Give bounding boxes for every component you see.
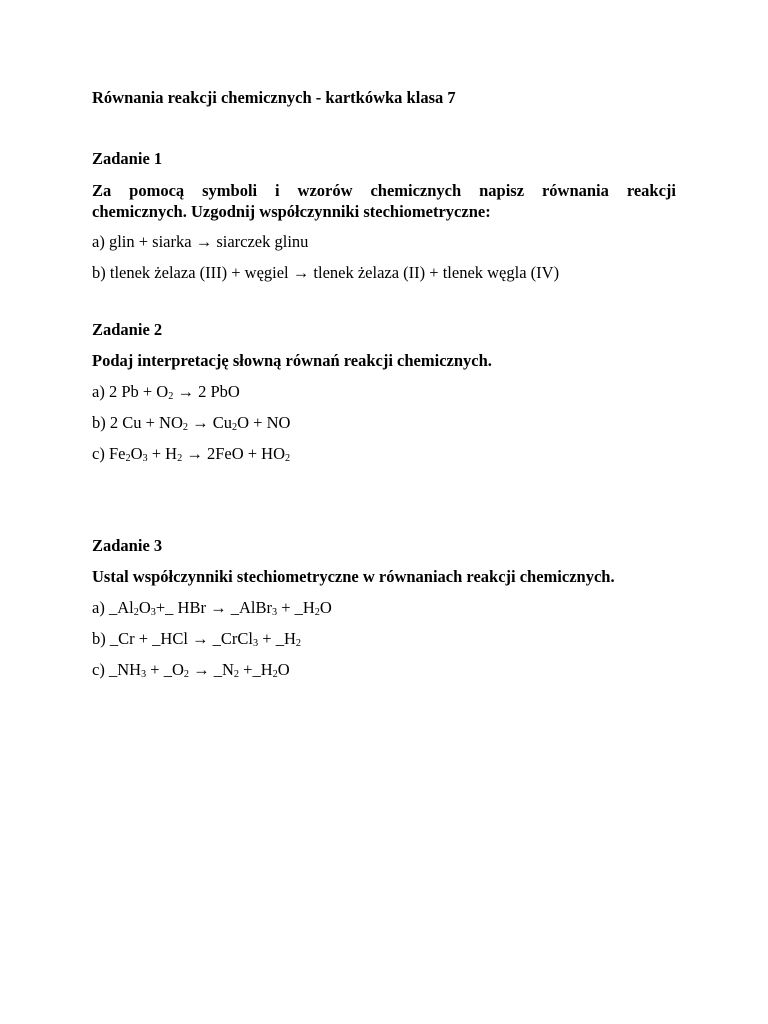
task-2-instruction: Podaj interpretację słowną równań reakcji chemicznych. <box>92 351 492 370</box>
formula-text: O <box>277 660 290 679</box>
task-1-item-b <box>92 263 559 283</box>
formula-text: a) glin + siarka → siarczek glinu <box>92 232 309 251</box>
formula-subscript: 3 <box>141 669 147 681</box>
formula-text: +_H <box>239 660 273 679</box>
task-2-item-b <box>92 413 290 433</box>
formula-subscript: 2 <box>182 422 188 434</box>
formula-subscript: 3 <box>142 453 148 465</box>
formula-text: → 2FeO + HO <box>182 444 285 463</box>
task-3-item-b <box>92 629 301 649</box>
formula-subscript: 2 <box>233 669 240 681</box>
task-3-instruction: Ustal współczynniki stechiometryczne w równaniach reakcji chemicznych. <box>92 567 615 586</box>
formula-text: + H <box>147 444 178 463</box>
formula-text: + _O <box>146 660 184 679</box>
formula-text: O + NO <box>237 413 291 432</box>
formula-subscript: 2 <box>177 453 183 465</box>
formula-subscript: 2 <box>232 422 238 434</box>
formula-subscript: 2 <box>125 453 131 465</box>
formula-subscript: 2 <box>295 638 301 650</box>
formula-text: c) _NH <box>92 660 142 679</box>
formula-text: +_ HBr → _AlBr <box>155 598 272 617</box>
formula-subscript: 2 <box>272 669 278 681</box>
task-1-instruction-line-2: chemicznych. Uzgodnij współczynniki stechiometryczne: <box>92 202 491 221</box>
task-3-heading: Zadanie 3 <box>92 536 163 555</box>
formula-text: → 2 PbO <box>173 382 240 401</box>
formula-text: → Cu <box>188 413 233 432</box>
formula-subscript: 2 <box>285 453 291 465</box>
formula-text: c) Fe <box>92 444 126 463</box>
formula-subscript: 3 <box>150 607 156 619</box>
formula-text: a) 2 Pb + O <box>92 382 169 401</box>
task-2-item-c <box>92 444 290 464</box>
task-3-item-a <box>92 598 332 618</box>
task-1-instruction-line-1: Za pomocą symboli i wzorów chemicznych napisz równania reakcji <box>92 181 676 200</box>
page-title: Równania reakcji chemicznych - kartkówka klasa 7 <box>92 88 456 107</box>
formula-subscript: 3 <box>253 638 259 650</box>
formula-text: O <box>130 444 143 463</box>
formula-text: O <box>138 598 151 617</box>
formula-text: + _H <box>277 598 315 617</box>
formula-text: + _H <box>258 629 296 648</box>
formula-text: O <box>319 598 332 617</box>
formula-subscript: 3 <box>271 607 278 619</box>
formula-text: b) _Cr + _HCl → _CrCl <box>92 629 254 648</box>
formula-subscript: 2 <box>314 607 320 619</box>
formula-subscript: 2 <box>133 607 139 619</box>
formula-text: → _N <box>188 660 234 679</box>
formula-text: b) 2 Cu + NO <box>92 413 183 432</box>
task-3-item-c <box>92 660 290 680</box>
formula-subscript: 2 <box>168 391 174 403</box>
task-1-heading: Zadanie 1 <box>92 149 163 168</box>
formula-text: b) tlenek żelaza (III) + węgiel → tlenek żelaza (II) + tlenek węgla (IV) <box>92 263 560 282</box>
formula-subscript: 2 <box>183 669 189 681</box>
task-2-heading: Zadanie 2 <box>92 320 163 339</box>
formula-text: a) _Al <box>92 598 134 617</box>
task-2-item-a <box>92 382 240 402</box>
task-1-item-a <box>92 232 308 252</box>
